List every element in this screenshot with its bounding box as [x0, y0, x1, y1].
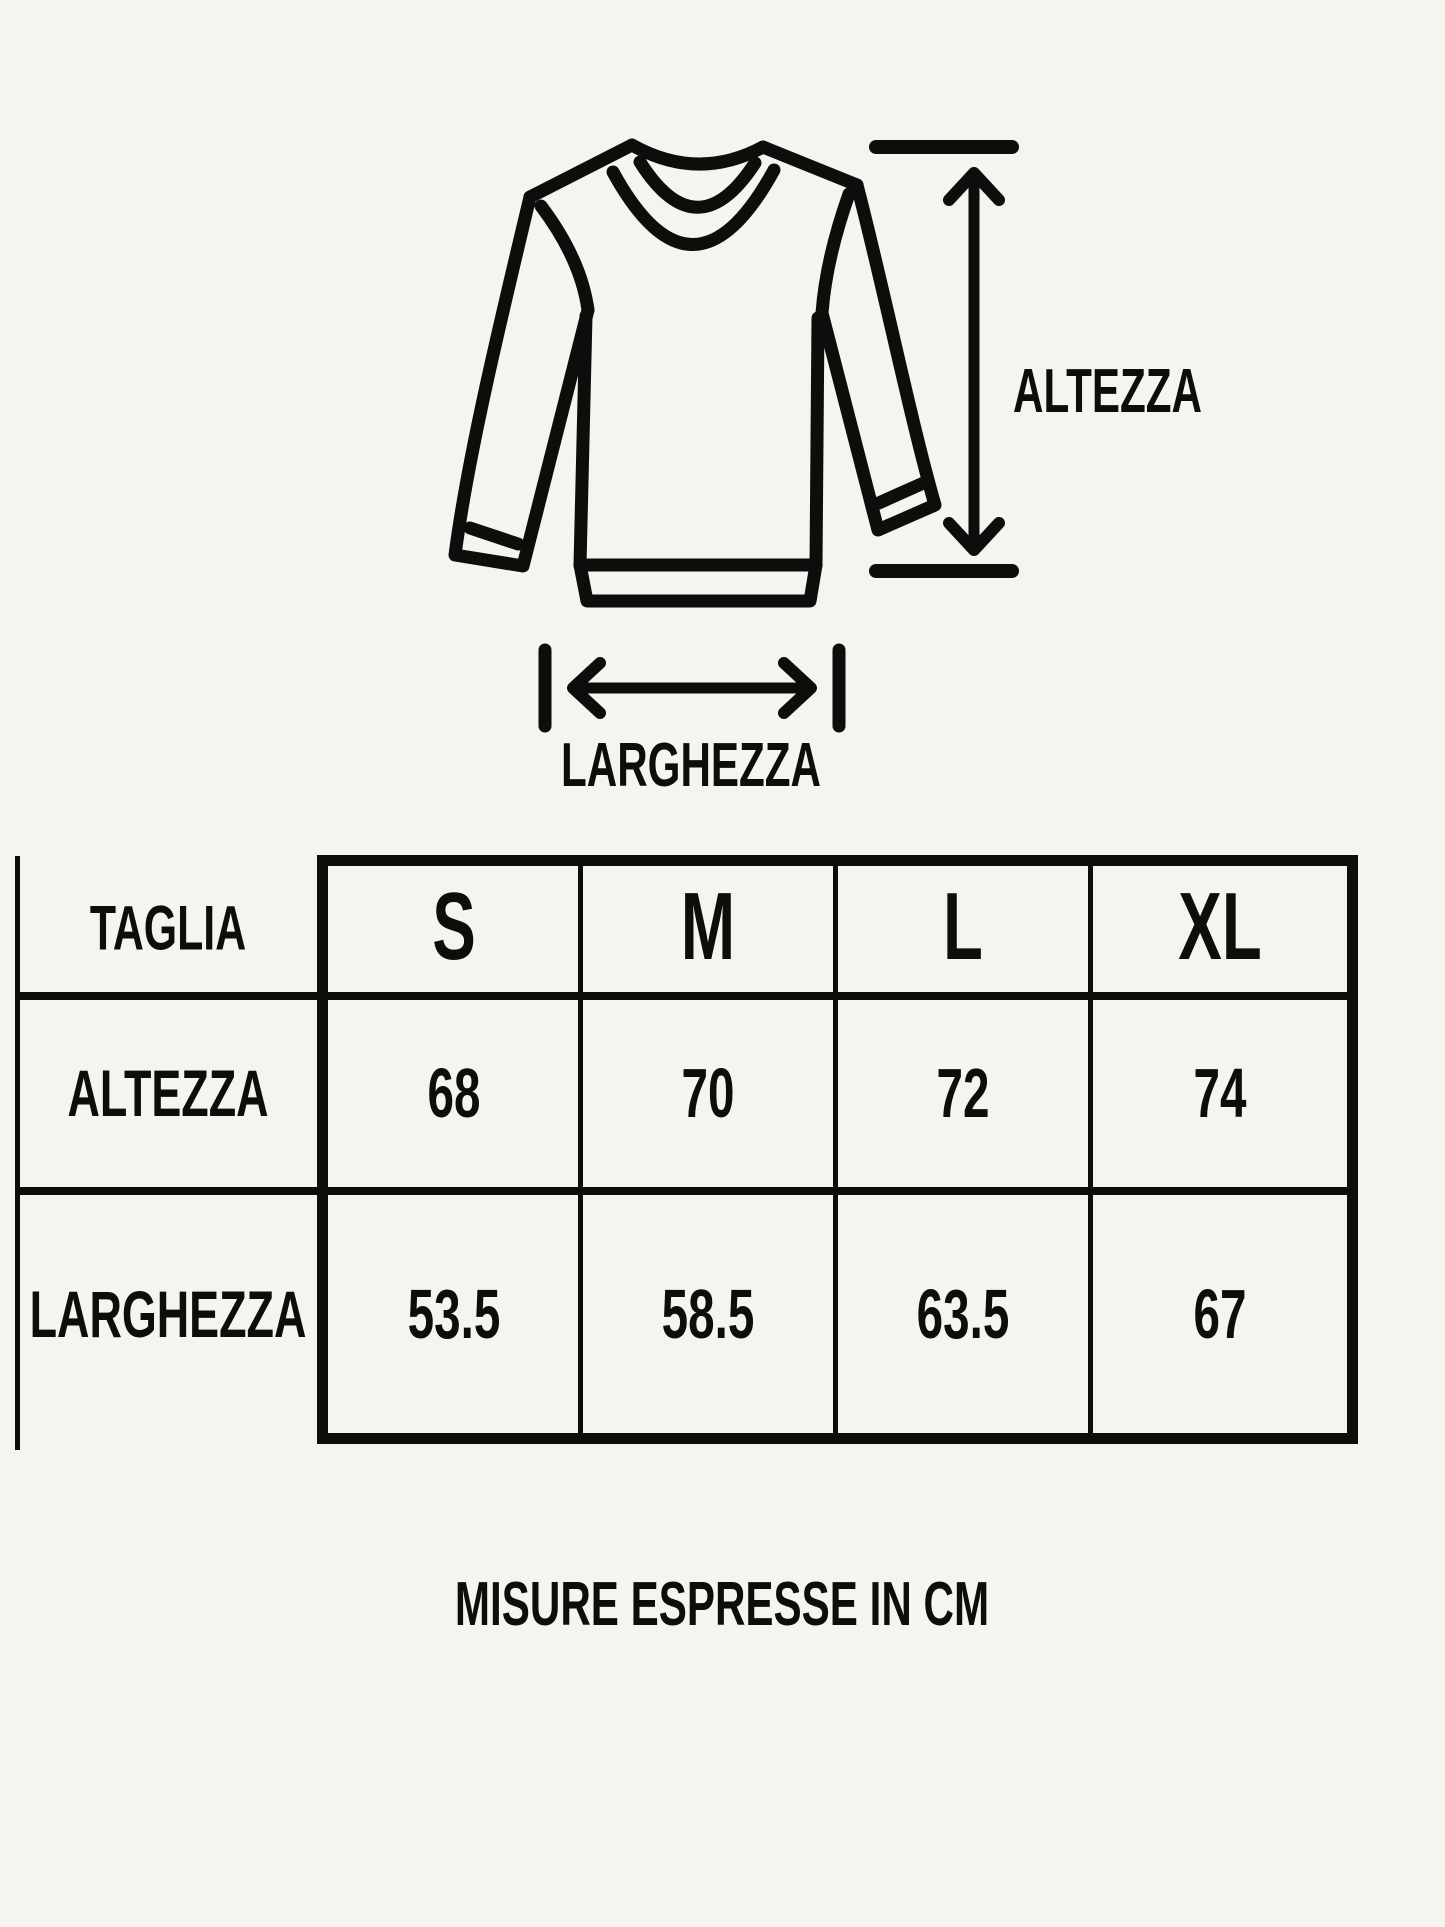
- right-armhole-seam: [822, 194, 849, 313]
- size-col-header-m: M: [680, 873, 736, 980]
- body-right-edge: [816, 318, 818, 565]
- width-measure-label: LARGHEZZA: [561, 731, 821, 800]
- right-cuff-seam: [872, 481, 928, 506]
- left-armhole-seam: [541, 206, 588, 310]
- size-col-header-s: S: [432, 873, 476, 980]
- table-header-taglia: TAGLIA: [89, 893, 247, 964]
- cell-altezza-xl: 74: [1193, 1054, 1247, 1132]
- cell-altezza-s: 68: [427, 1054, 481, 1132]
- cell-altezza-m: 70: [681, 1054, 735, 1132]
- cell-altezza-l: 72: [936, 1054, 990, 1132]
- cell-larghezza-xl: 67: [1193, 1275, 1247, 1353]
- row-divider: [15, 1187, 1358, 1195]
- column-divider: [833, 866, 838, 1433]
- units-note: MISURE ESPRESSE IN CM: [454, 1570, 990, 1639]
- column-divider: [578, 866, 583, 1433]
- sweatshirt-icon: [455, 145, 935, 601]
- collar-outer-line: [632, 145, 763, 164]
- row-label-altezza: ALTEZZA: [67, 1056, 269, 1130]
- cell-larghezza-m: 58.5: [661, 1275, 755, 1353]
- body-left-edge: [580, 316, 586, 565]
- height-measure-label: ALTEZZA: [1013, 357, 1202, 426]
- table-left-rule: [15, 856, 20, 1450]
- row-label-larghezza: LARGHEZZA: [29, 1277, 307, 1351]
- cell-larghezza-s: 53.5: [407, 1275, 501, 1353]
- sweatshirt-measure-diagram: [0, 0, 1445, 840]
- cell-larghezza-l: 63.5: [916, 1275, 1010, 1353]
- row-divider: [15, 992, 1358, 1000]
- left-cuff-seam: [470, 528, 518, 544]
- width-measure-arrow: [545, 650, 839, 726]
- size-col-header-xl: XL: [1178, 873, 1262, 980]
- size-col-header-l: L: [943, 873, 983, 980]
- column-divider: [1088, 866, 1093, 1433]
